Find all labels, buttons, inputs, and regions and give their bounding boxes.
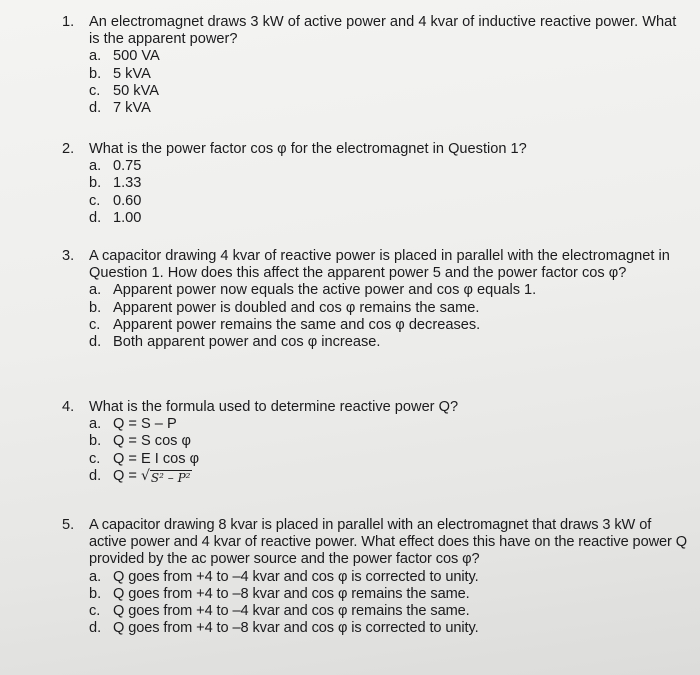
answer-option-c <box>62 603 687 620</box>
answer-option-d <box>62 334 687 351</box>
question-text: A capacitor drawing 4 kvar of reactive power is placed in parallel with the electromagnet in Question 1. How does this affect the apparent power 5 and the power factor cos φ? <box>89 248 670 282</box>
option-letter: c. <box>89 603 101 620</box>
option-text: Q goes from +4 to –4 kvar and cos φ remains the same. <box>113 603 470 620</box>
answer-option-c <box>62 451 687 468</box>
option-letter: b. <box>89 299 102 316</box>
question-number: 1. <box>62 14 75 30</box>
option-text: 0.75 <box>113 158 142 175</box>
question-number: 2. <box>62 141 75 157</box>
option-letter: d. <box>89 620 102 637</box>
option-letter: d. <box>89 467 102 484</box>
answer-option-b <box>62 66 687 83</box>
option-text: 5 kVA <box>113 65 151 82</box>
answer-options <box>62 48 687 117</box>
option-letter: a. <box>89 48 102 65</box>
option-text <box>113 468 687 485</box>
question-text: An electromagnet draws 3 kW of active power and 4 kvar of inductive reactive power. What is the apparent power? <box>89 14 677 48</box>
answer-option-d <box>62 468 687 485</box>
option-letter: a. <box>89 568 102 585</box>
option-text: Q = E I cos φ <box>113 450 200 467</box>
question-number: 5. <box>62 517 75 533</box>
option-text: 1.33 <box>113 175 142 192</box>
answer-options <box>62 158 687 227</box>
radical-sign-icon: √ <box>140 467 150 484</box>
answer-option-a <box>62 282 687 299</box>
option-letter: c. <box>89 450 101 467</box>
option-text: Apparent power is doubled and cos φ remains the same. <box>113 299 480 316</box>
answer-option-a <box>62 416 687 433</box>
option-text: 7 kVA <box>113 100 151 117</box>
option-text: Q = S – P <box>113 416 177 433</box>
option-letter: a. <box>89 282 102 299</box>
answer-option-c <box>62 83 687 100</box>
option-text: Q goes from +4 to –4 kvar and cos φ is corrected to unity. <box>113 568 479 585</box>
answer-option-b <box>62 586 687 603</box>
question-number: 3. <box>62 248 75 264</box>
question-text: What is the formula used to determine reactive power Q? <box>89 399 459 415</box>
answer-option-a <box>62 569 687 586</box>
answer-option-d <box>62 100 687 117</box>
answer-option-b <box>62 175 687 192</box>
option-letter: c. <box>89 82 101 99</box>
option-text: 1.00 <box>113 209 142 226</box>
answer-options <box>62 416 687 485</box>
option-text: Q = S cos φ <box>113 433 191 450</box>
question-4 <box>62 399 687 485</box>
question-number: 4. <box>62 399 75 415</box>
answer-options <box>62 569 687 638</box>
option-letter: b. <box>89 585 102 602</box>
option-letter: d. <box>89 209 102 226</box>
radicand: S² – P² <box>150 470 191 485</box>
option-text: 500 VA <box>113 48 160 65</box>
option-letter: b. <box>89 175 102 192</box>
answer-option-c <box>62 317 687 334</box>
question-text: What is the power factor cos φ for the electromagnet in Question 1? <box>89 141 527 157</box>
question-5 <box>62 517 687 637</box>
answer-option-b <box>62 433 687 450</box>
option-letter: b. <box>89 433 102 450</box>
option-text: Q goes from +4 to –8 kvar and cos φ remains the same. <box>113 585 470 602</box>
question-text: A capacitor drawing 8 kvar is placed in parallel with an electromagnet that draws 3 kW of active power and 4 kvar of reactive power. What effect does this have on the reactive power Q provided by the ac power source and the power factor cos φ? <box>89 517 688 568</box>
option-text: Apparent power remains the same and cos φ decreases. <box>113 316 481 333</box>
formula-prefix: Q = <box>113 467 141 484</box>
answer-option-b <box>62 300 687 317</box>
answer-option-a <box>62 158 687 175</box>
answer-option-d <box>62 620 687 637</box>
option-letter: c. <box>89 316 101 333</box>
option-text: Apparent power now equals the active power and cos φ equals 1. <box>113 282 537 299</box>
answer-option-d <box>62 210 687 227</box>
square-root-formula <box>141 468 192 485</box>
option-letter: d. <box>89 334 102 351</box>
question-1 <box>62 14 687 117</box>
option-text: Q goes from +4 to –8 kvar and cos φ is corrected to unity. <box>113 620 479 637</box>
answer-option-c <box>62 193 687 210</box>
question-3 <box>62 248 687 351</box>
option-letter: c. <box>89 192 101 209</box>
option-text: 0.60 <box>113 192 142 209</box>
option-letter: a. <box>89 416 102 433</box>
option-letter: b. <box>89 65 102 82</box>
option-text: 50 kVA <box>113 82 159 99</box>
answer-options <box>62 282 687 351</box>
answer-option-a <box>62 48 687 65</box>
option-text: Both apparent power and cos φ increase. <box>113 334 381 351</box>
option-letter: d. <box>89 100 102 117</box>
option-letter: a. <box>89 158 102 175</box>
question-2 <box>62 141 687 227</box>
